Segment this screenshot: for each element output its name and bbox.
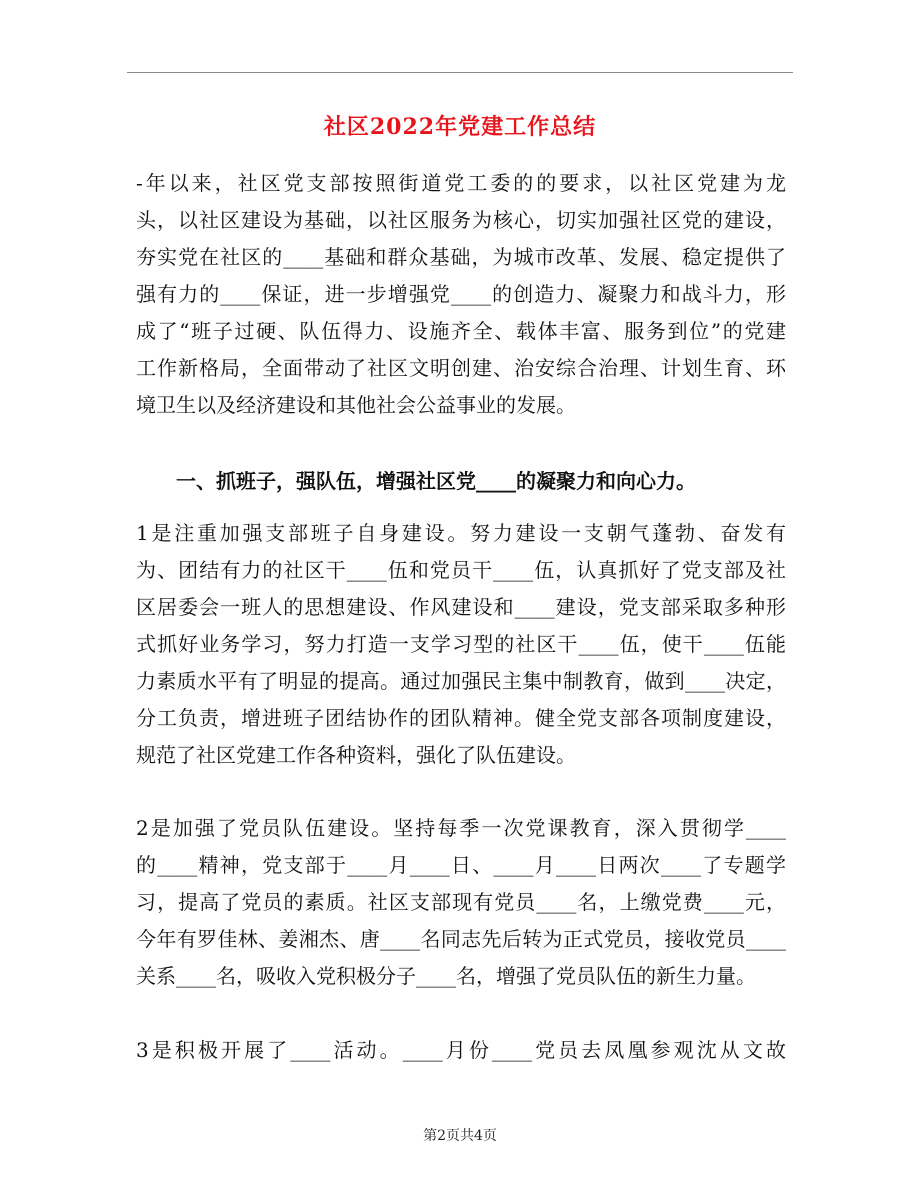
text-line: 3是积极开展了____活动。____月份____党员去凤凰参观沈从文故 (136, 1038, 786, 1062)
text-line: -年以来，社区党支部按照街道党工委的的要求，以社区党建为龙 (136, 171, 786, 195)
text-line: 习，提高了党员的素质。社区支部现有党员____名，上缴党费____元， (136, 890, 786, 914)
text-line: 关系____名，吸收入党积极分子____名，增强了党员队伍的新生力量。 (136, 964, 756, 988)
paragraph-1 (136, 515, 786, 774)
text-line: 头，以社区建设为基础，以社区服务为核心，切实加强社区党的建设， (136, 208, 786, 232)
text-line: 工作新格局，全面带动了社区文明创建、治安综合治理、计划生育、环 (136, 356, 786, 380)
section-heading: 一、抓班子，强队伍，增强社区党____的凝聚力和向心力。 (176, 469, 696, 493)
text-line: 境卫生以及经济建设和其他社会公益事业的发展。 (136, 393, 576, 417)
text-line: 为、团结有力的社区干____伍和党员干____伍，认真抓好了党支部及社 (136, 558, 786, 582)
text-line: 强有力的____保证，进一步增强党____的创造力、凝聚力和战斗力，形 (136, 282, 786, 306)
text-line: 规范了社区党建工作各种资料，强化了队伍建设。 (136, 743, 576, 767)
text-line: 2是加强了党员队伍建设。坚持每季一次党课教育，深入贯彻学____ (136, 816, 786, 840)
text-line: 区居委会一班人的思想建设、作风建设和____建设，党支部采取多种形 (136, 595, 786, 619)
paragraph-3 (136, 1032, 786, 1069)
header-rule (127, 72, 793, 73)
text-line: 力素质水平有了明显的提高。通过加强民主集中制教育，做到____决定， (136, 669, 786, 693)
paragraph-2 (136, 810, 786, 995)
intro-paragraph (136, 165, 786, 424)
text-line: 今年有罗佳林、姜湘杰、唐____名同志先后转为正式党员，接收党员____ (136, 927, 786, 951)
text-line: 式抓好业务学习，努力打造一支学习型的社区干____伍，使干____伍能 (136, 632, 786, 656)
page-footer: 第2页共4页 (423, 1128, 497, 1144)
text-line: 的____精神，党支部于____月____日、____月____日两次____了专题学 (136, 853, 786, 877)
document-title: 社区2022年党建工作总结 (323, 114, 597, 140)
text-line: 夯实党在社区的____基础和群众基础，为城市改革、发展、稳定提供了 (136, 245, 786, 269)
text-line: 成了“班子过硬、队伍得力、设施齐全、载体丰富、服务到位”的党建 (136, 319, 786, 343)
text-line: 1是注重加强支部班子自身建设。努力建设一支朝气蓬勃、奋发有 (136, 521, 786, 545)
text-line: 分工负责，增进班子团结协作的团队精神。健全党支部各项制度建设， (136, 706, 786, 730)
